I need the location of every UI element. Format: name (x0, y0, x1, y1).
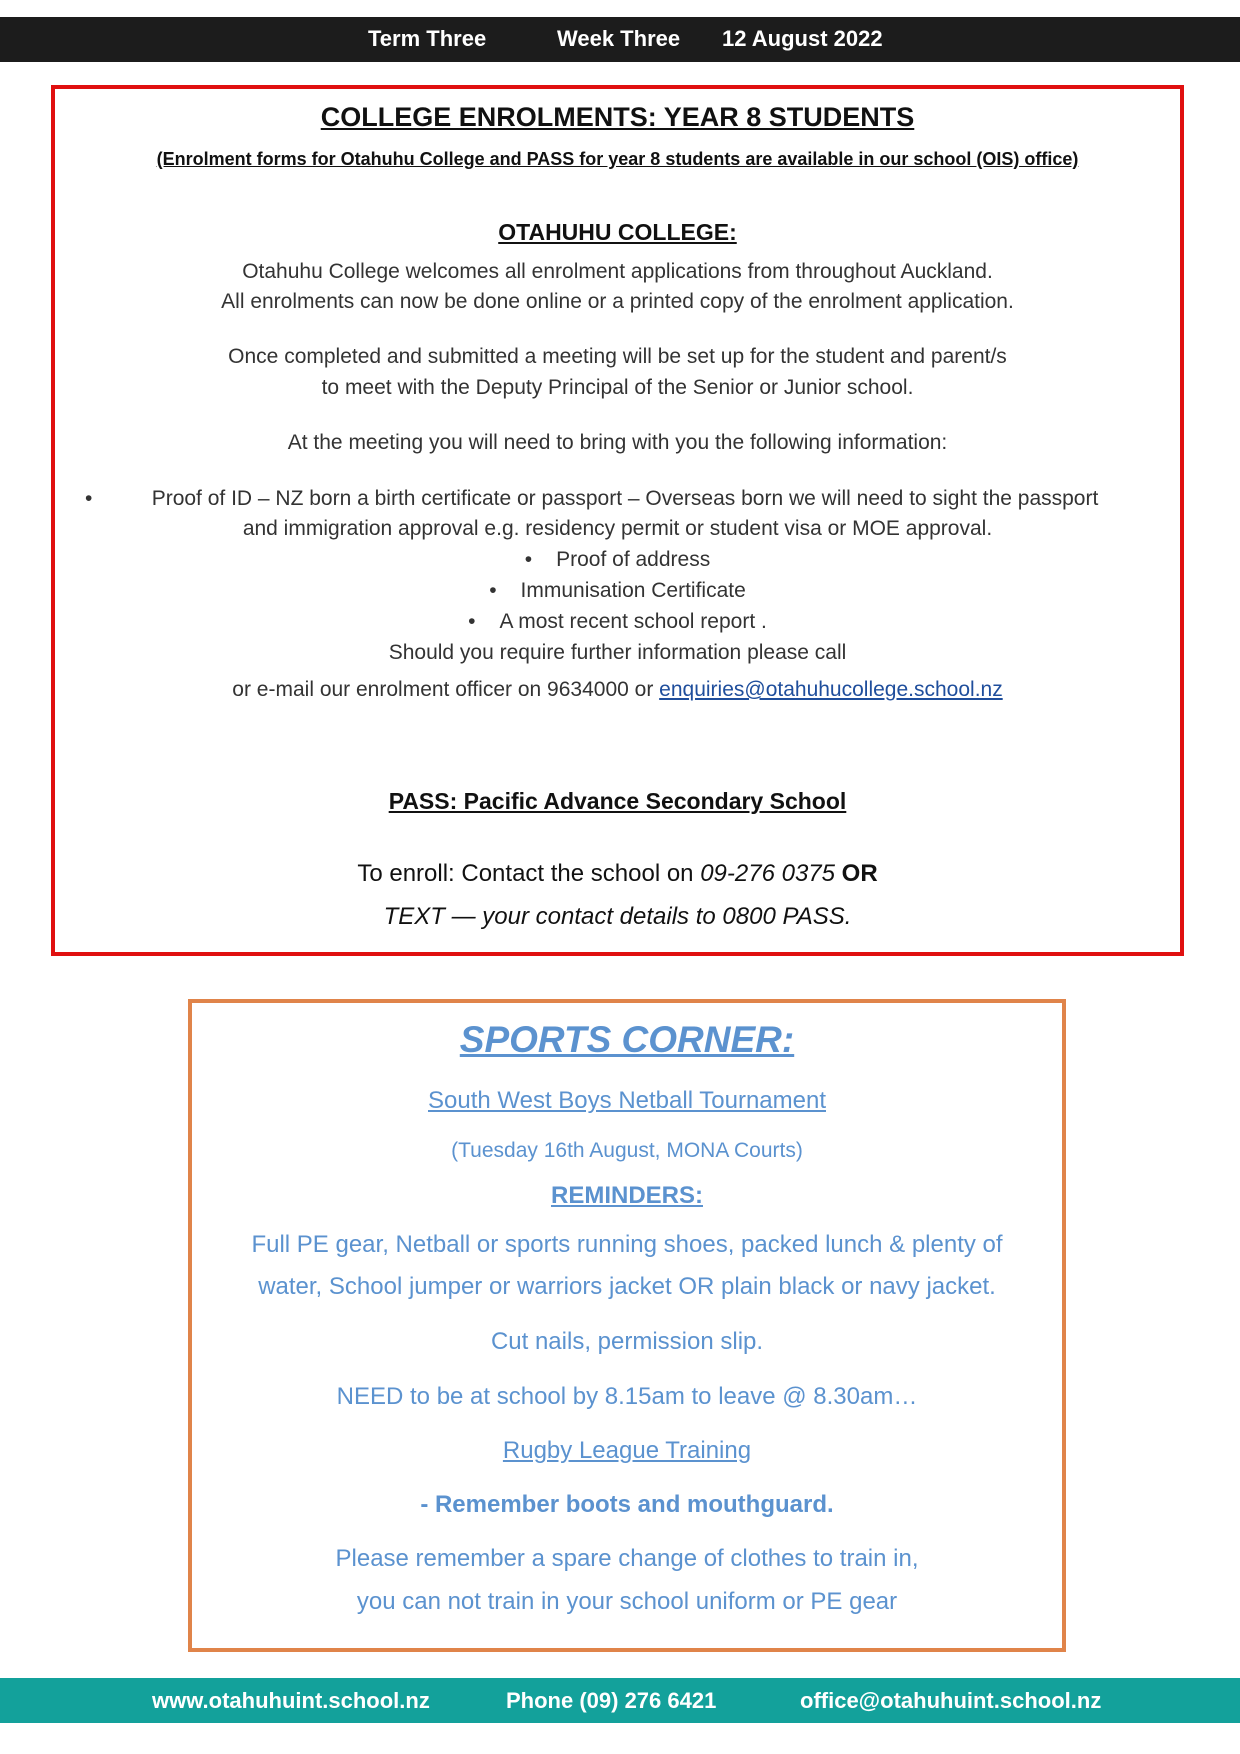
pass-or: OR (841, 860, 878, 887)
bullet-proof-address (55, 548, 1180, 572)
otahuhu-para1-line1: Otahuhu College welcomes all enrolment applications from throughout Auckland. (242, 260, 993, 283)
otahuhu-para1-line2: All enrolments can now be done online or a printed copy of the enrolment application. (221, 290, 1014, 313)
bullet-dot: • (524, 548, 533, 571)
footer-email[interactable]: office@otahuhuint.school.nz (800, 1688, 1102, 1713)
week-label: Week Three (557, 26, 681, 51)
reminder-line4: NEED to be at school by 8.15am to leave @ 8.30am… (336, 1383, 918, 1410)
contact-line2 (55, 678, 1180, 702)
bullet-immunisation (55, 579, 1180, 603)
contact-line1: Should you require further information please call (388, 641, 847, 664)
netball-event-date: (Tuesday 16th August, MONA Courts) (451, 1139, 803, 1162)
header-bar (0, 17, 1240, 62)
enquiries-email-link[interactable]: enquiries@otahuhucollege.school.nz (659, 678, 1003, 701)
date-label: 12 August 2022 (722, 26, 883, 51)
footer-phone: Phone (09) 276 6421 (506, 1688, 717, 1713)
reminder-line1: Full PE gear, Netball or sports running shoes, packed lunch & plenty of (251, 1231, 1003, 1258)
footer-bar (0, 1678, 1240, 1723)
otahuhu-para2-line1: Once completed and submitted a meeting will be set up for the student and parent/s (228, 345, 1007, 368)
rugby-heading: Rugby League Training (502, 1437, 752, 1464)
rugby-line2: Please remember a spare change of clothes to train in, (335, 1545, 919, 1572)
pass-text-line: TEXT — your contact details to 0800 PASS. (383, 903, 852, 930)
rugby-line3: you can not train in your school uniform or PE gear (356, 1588, 898, 1615)
bullet-dot: • (85, 487, 93, 510)
reminder-line3: Cut nails, permission slip. (490, 1328, 764, 1355)
sports-corner-section (188, 999, 1066, 1652)
enrolments-title: COLLEGE ENROLMENTS: YEAR 8 STUDENTS (320, 102, 915, 132)
bullet-dot: • (489, 579, 497, 602)
pass-heading: PASS: Pacific Advance Secondary School (388, 788, 847, 814)
footer-website[interactable]: www.otahuhuint.school.nz (152, 1688, 430, 1713)
sports-title: SPORTS CORNER: (459, 1019, 795, 1060)
pass-enroll-text: To enroll: Contact the school on (357, 860, 701, 887)
contact-line2-text: or e-mail our enrolment officer on 9634000 or (232, 678, 660, 701)
enrolments-subtitle: (Enrolment forms for Otahuhu College and PASS for year 8 students are available in our school (OIS) office) (156, 149, 1079, 169)
netball-event-title: South West Boys Netball Tournament (428, 1087, 826, 1114)
bullet-immunisation-text: Immunisation Certificate (520, 579, 746, 602)
bullet-proof-id (85, 487, 1135, 511)
reminders-heading: REMINDERS: (550, 1182, 703, 1209)
term-label: Term Three (368, 26, 487, 51)
rugby-line1: - Remember boots and mouthguard. (420, 1491, 834, 1518)
otahuhu-para2-line2: to meet with the Deputy Principal of the Senior or Junior school. (321, 376, 914, 399)
otahuhu-heading: OTAHUHU COLLEGE: (498, 219, 737, 245)
pass-enroll-line (55, 860, 1180, 888)
college-enrolments-section (51, 85, 1184, 956)
bullet-proof-address-text: Proof of address (556, 548, 711, 571)
bullet-proof-id-line1: Proof of ID – NZ born a birth certificate or passport – Overseas born we will need to sight the passport (151, 487, 1099, 510)
bullet-proof-id-line2: and immigration approval e.g. residency permit or student visa or MOE approval. (242, 517, 993, 540)
pass-phone: 09-276 0375 (700, 860, 835, 887)
otahuhu-para3: At the meeting you will need to bring with you the following information: (287, 431, 948, 454)
bullet-school-report (55, 610, 1180, 634)
bullet-school-report-text: A most recent school report . (499, 610, 767, 633)
reminder-line2: water, School jumper or warriors jacket OR plain black or navy jacket. (258, 1273, 996, 1300)
bullet-dot: • (468, 610, 476, 633)
